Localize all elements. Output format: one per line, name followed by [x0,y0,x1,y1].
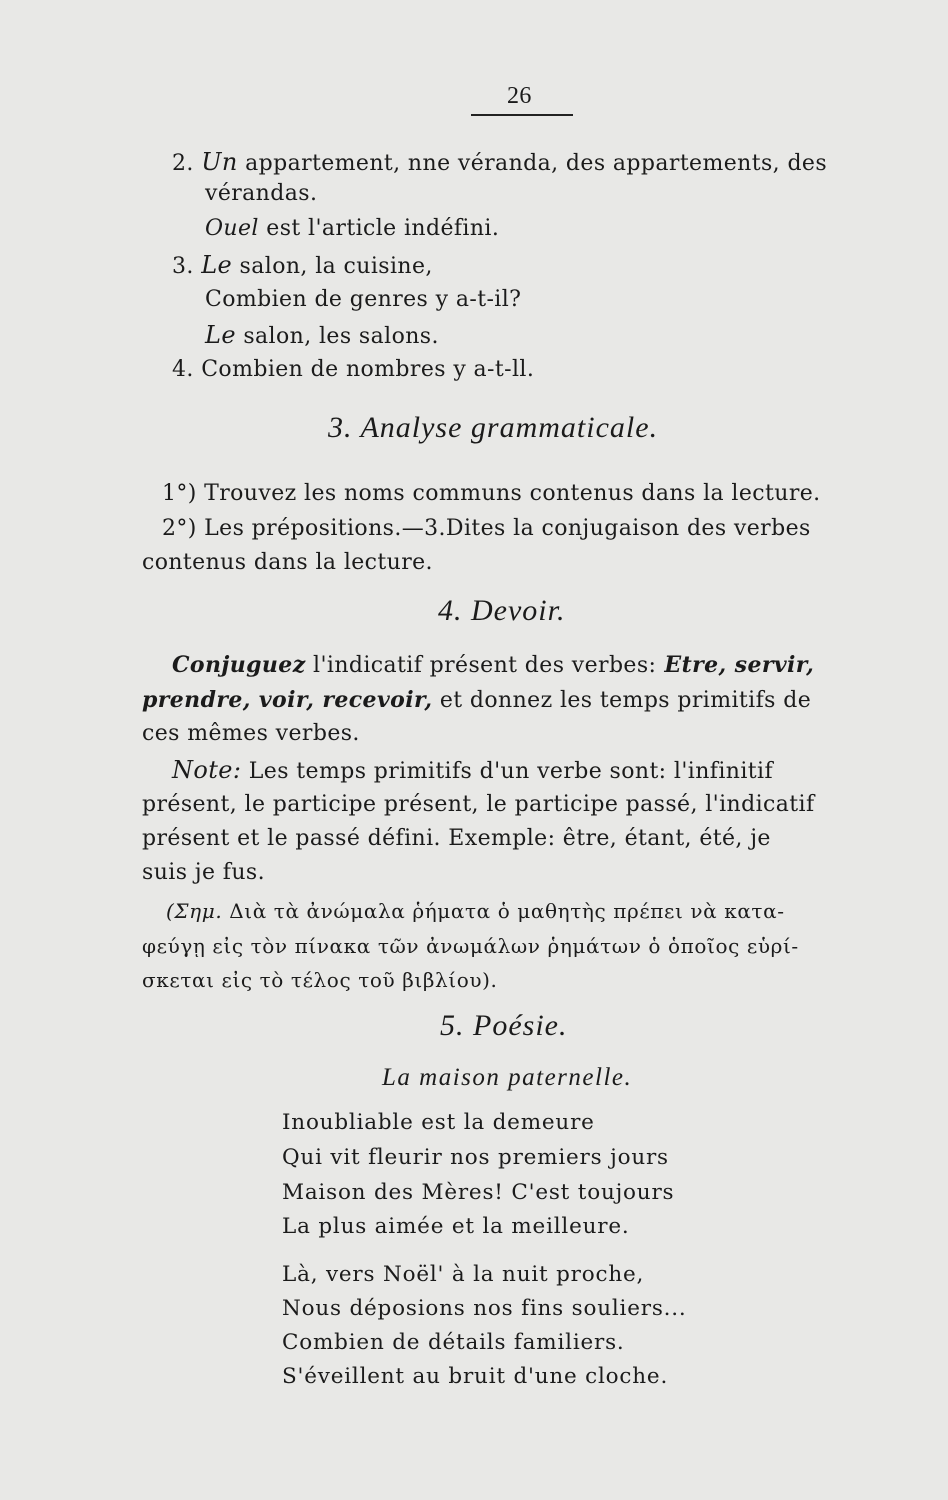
section3-line2: 2°) Les prépositions.—3.Dites la conjugaison des verbes [162,516,811,541]
page-number: 26 [507,83,532,109]
list-item-2 [172,148,827,178]
poem-line: S'éveillent au bruit d'une cloche. [282,1364,669,1389]
list-item-3-example [205,321,439,351]
devoir-text: et donnez les temps primitifs de [432,688,812,713]
poem-line: Maison des Mères! C'est toujours [282,1180,675,1205]
devoir-line2 [142,686,811,715]
verbs-list: prendre, voir, recevoir, [142,687,433,713]
note-text: Les temps primitifs d'un verbe sont: l'infinitif [241,759,773,784]
poem-line: Qui vit fleurir nos premiers jours [282,1145,669,1170]
section-heading-poesie: 5. Poésie. [440,1009,568,1042]
poem-line: Combien de détails familiers. [282,1330,625,1355]
item-lead-word: Le [201,251,233,279]
greek-note-line3: σκεται εἰς τὸ τέλος τοῦ βιβλίου). [142,968,498,992]
poem-line: La plus aimée et la meilleure. [282,1214,630,1239]
greek-note-label: (Σημ. [166,899,223,923]
item-number: 2. [172,151,194,176]
item-number: 4. [172,357,194,382]
item-lead-word: Un [201,148,238,176]
verbs-list: Etre, servir, [656,652,815,678]
note-line1 [172,756,773,786]
greek-note-line2: φεύγῃ εἰς τὸν πίνακα τῶν ἀνωμάλων ῥημάτων ὁ ὁποῖος εὑρί- [142,934,799,958]
example-lead-word: Le [205,321,236,349]
list-item-3-question: Combien de genres y a-t-il? [205,287,522,312]
note-line3: présent et le passé défini. Exemple: être, étant, été, je [142,826,771,851]
item-text: Combien de nombres y a-t-ll. [201,357,535,382]
devoir-text: l'indicatif présent des verbes: [305,653,657,678]
list-item-2-cont: vérandas. [205,181,318,206]
greek-note-line1 [166,897,785,925]
item-text: salon, la cuisine, [232,254,433,279]
poem-title: La maison paternelle. [382,1064,633,1091]
list-item-3 [172,251,433,281]
page-number-rule [471,114,573,116]
conjuguez-word: Conjuguez [172,652,306,678]
question-lead-word: Ouel [205,216,259,241]
note-line4: suis je fus. [142,860,266,885]
section-heading-analyse: 3. Analyse grammaticale. [328,411,659,444]
example-text: salon, les salons. [235,324,439,349]
poem-line: Inoubliable est la demeure [282,1110,595,1135]
note-line2: présent, le participe présent, le participe passé, l'indicatif [142,792,815,817]
note-label: Note: [172,756,242,784]
question-text: est l'article indéfini. [258,216,500,241]
section3-line3: contenus dans la lecture. [142,550,433,575]
poem-line: Là, vers Noël' à la nuit proche, [282,1262,645,1287]
poem-line: Nous déposions nos fins souliers... [282,1296,687,1321]
list-item-2-question [205,215,499,243]
devoir-line3: ces mêmes verbes. [142,721,360,746]
section-heading-devoir: 4. Devoir. [438,594,566,627]
item-number: 3. [172,254,194,279]
section3-line1: 1°) Trouvez les noms communs contenus dans la lecture. [162,481,821,506]
item-text: appartement, nne véranda, des appartements, des [237,151,828,176]
list-item-4 [172,356,534,384]
devoir-line1 [172,651,814,680]
greek-note-text: Διὰ τὰ ἀνώμαλα ῥήματα ὁ μαθητὴς πρέπει νὰ κατα- [222,899,785,923]
